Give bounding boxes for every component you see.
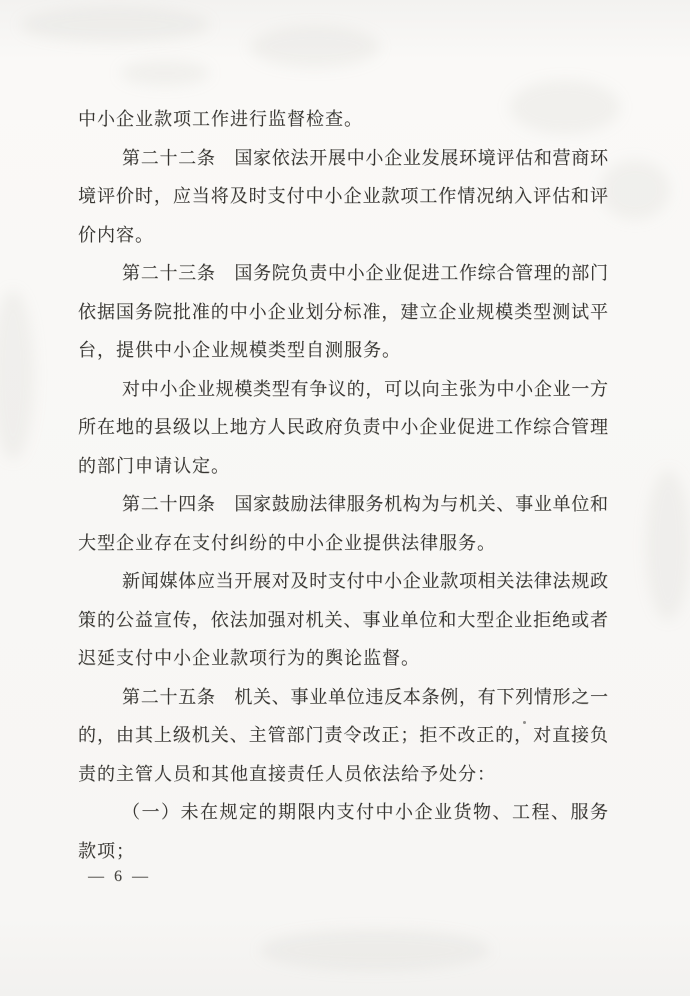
text-line: 的部门申请认定。 bbox=[78, 455, 230, 476]
text-line: 中小企业款项工作进行监督检查。 bbox=[78, 109, 363, 129]
text-line: 大型企业存在支付纠纷的中小企业提供法律服务。 bbox=[78, 532, 496, 553]
scan-smudge bbox=[120, 60, 210, 86]
text-line: 第二十四条 国家鼓励法律服务机构为与机关、事业单位和 bbox=[122, 494, 608, 514]
scan-smudge bbox=[600, 160, 670, 220]
text-line: 对中小企业规模类型有争议的，可以向主张为中小企业一方 bbox=[122, 378, 608, 399]
text-line: 台，提供中小企业规模类型自测服务。 bbox=[78, 340, 401, 360]
scan-smudge bbox=[250, 26, 380, 68]
text-line: （一）未在规定的期限内支付中小企业货物、工程、服务 bbox=[122, 802, 608, 822]
scan-smudge bbox=[0, 290, 34, 460]
text-line: 价内容。 bbox=[78, 224, 154, 245]
scan-smudge bbox=[20, 8, 210, 42]
text-line: 依据国务院批准的中小企业划分标准，建立企业规模类型测试平 bbox=[78, 301, 608, 322]
text-line: 第二十五条 机关、事业单位违反本条例，有下列情形之一 bbox=[122, 686, 608, 707]
text-line: 策的公益宣传，依法加强对机关、事业单位和大型企业拒绝或者 bbox=[78, 609, 608, 630]
text-line: 款项； bbox=[78, 840, 135, 861]
text-line: 迟延支付中小企业款项行为的舆论监督。 bbox=[78, 648, 420, 668]
text-line: 第二十二条 国家依法开展中小企业发展环境评估和营商环 bbox=[122, 147, 608, 168]
text-line: 所在地的县级以上地方人民政府负责中小企业促进工作综合管理 bbox=[78, 417, 608, 437]
page-number: — 6 — bbox=[88, 868, 151, 885]
text-line: 新闻媒体应当开展对及时支付中小企业款项相关法律法规政 bbox=[122, 571, 608, 591]
text-line: 第二十三条 国务院负责中小企业促进工作综合管理的部门 bbox=[122, 263, 608, 283]
text-line: 的，由其上级机关、主管部门责令改正；拒不改正的，对直接负 bbox=[78, 725, 608, 745]
text-line: 责的主管人员和其他直接责任人员依法给予处分： bbox=[78, 763, 496, 784]
scan-smudge bbox=[260, 930, 490, 970]
document-text-block bbox=[78, 100, 608, 870]
text-line: 境评价时，应当将及时支付中小企业款项工作情况纳入评估和评 bbox=[78, 186, 608, 206]
scan-smudge bbox=[646, 470, 690, 620]
